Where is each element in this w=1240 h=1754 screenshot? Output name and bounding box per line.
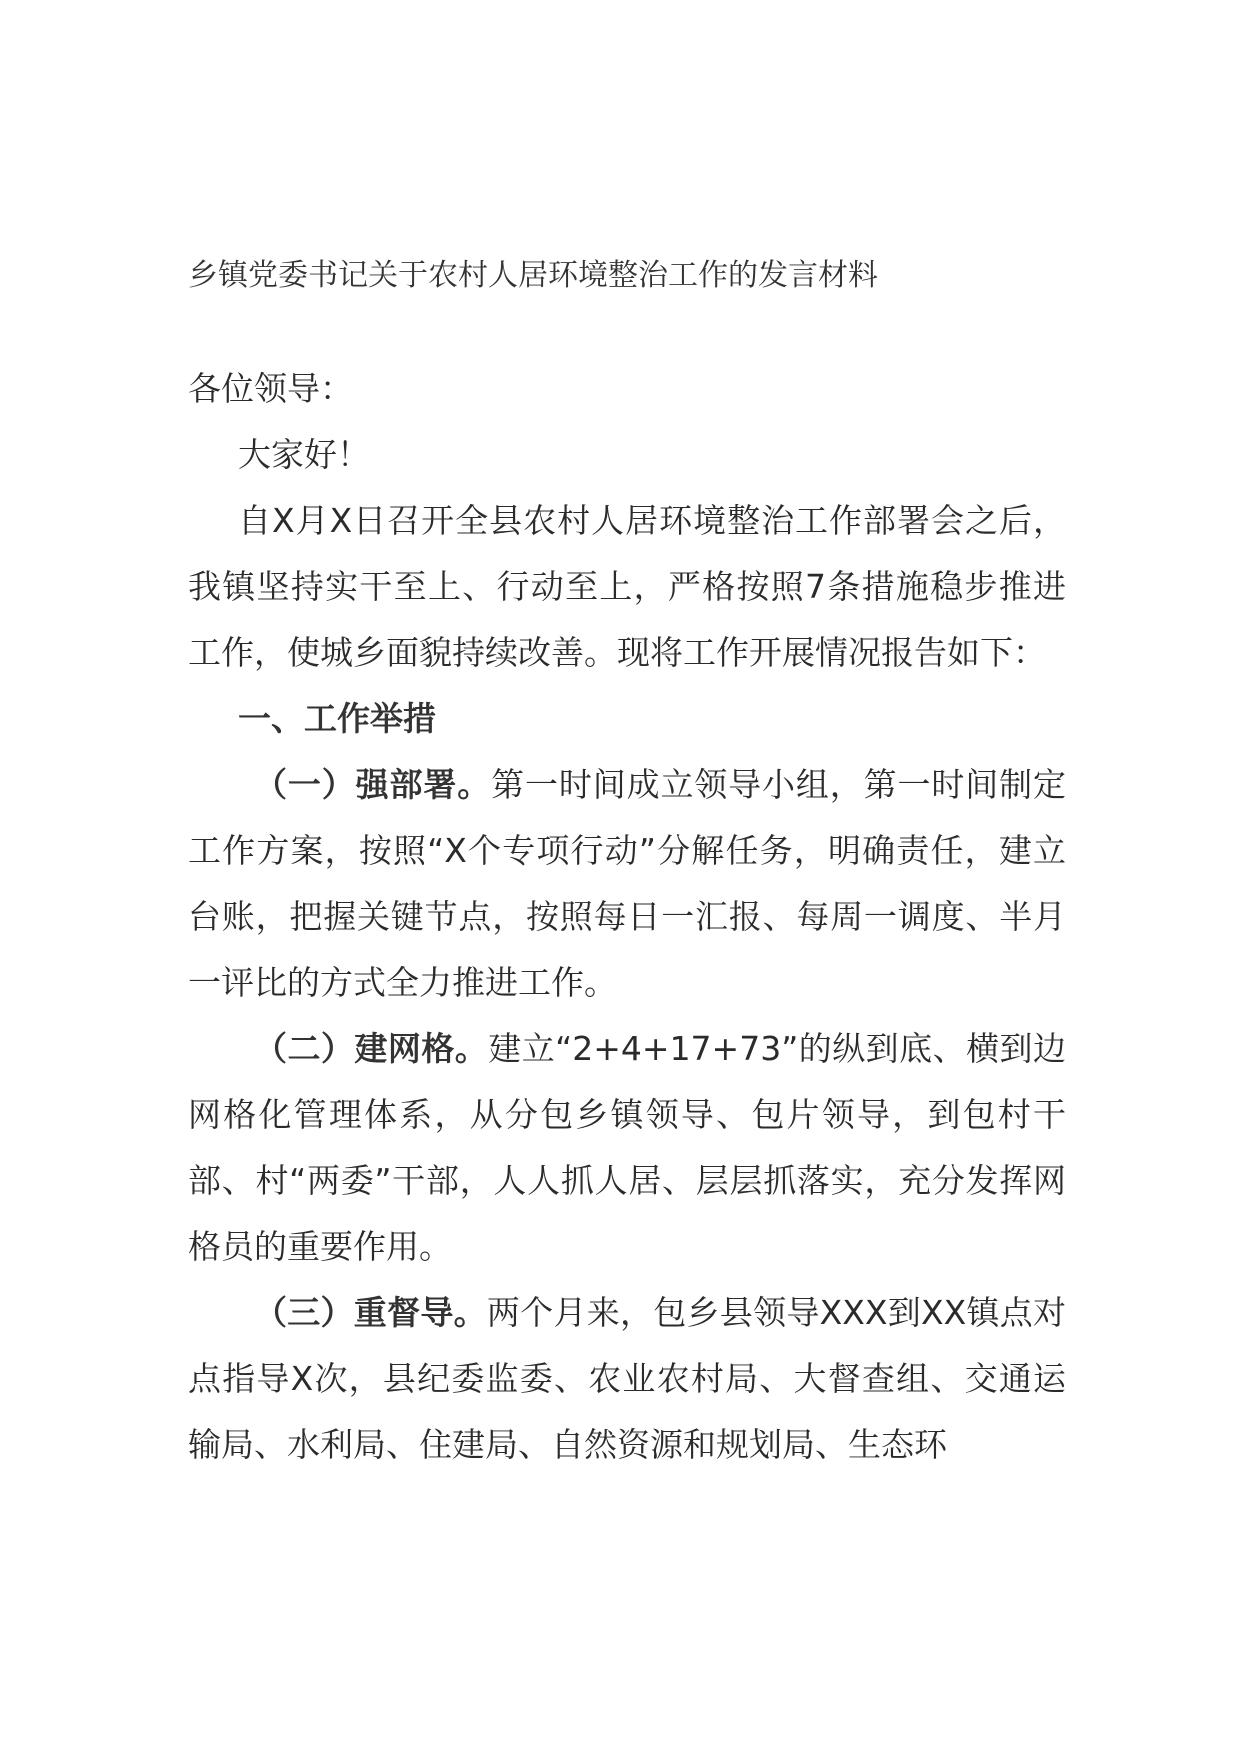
measure-paragraph-2: [188, 1016, 1066, 1280]
measure-label-3: （三）重督导。: [254, 1293, 487, 1332]
measure-paragraph-1: [188, 752, 1066, 1016]
document-body: [188, 356, 1066, 1478]
measure-text-3: 两个月来，包乡县领导XXX到XX镇点对点指导X次，县纪委监委、农业农村局、大督查组、交通运输局、水利局、住建局、自然资源和规划局、生态环: [188, 1293, 1066, 1464]
section-heading: 一、工作举措: [238, 699, 436, 738]
measure-label-1: （一）强部署。: [254, 765, 492, 804]
greeting: 大家好！: [238, 435, 370, 474]
intro-paragraph: 自X月X日召开全县农村人居环境整治工作部署会之后，我镇坚持实干至上、行动至上，严格按照7条措施稳步推进工作，使城乡面貌持续改善。现将工作开展情况报告如下：: [188, 501, 1066, 672]
document-title: 乡镇党委书记关于农村人居环境整治工作的发言材料: [188, 258, 878, 293]
measure-text-2: 建立“2+4+17+73”的纵到底、横到边网格化管理体系，从分包乡镇领导、包片领导，到包村干部、村“两委”干部，人人抓人居、层层抓落实，充分发挥网格员的重要作用。: [188, 1029, 1066, 1266]
salutation: 各位领导：: [188, 369, 353, 408]
measure-text-1: 第一时间成立领导小组，第一时间制定工作方案，按照“X个专项行动”分解任务，明确责任，建立台账，把握关键节点，按照每日一汇报、每周一调度、半月一评比的方式全力推进工作。: [188, 765, 1067, 1002]
measure-label-2: （二）建网格。: [254, 1029, 489, 1068]
measure-paragraph-3: [188, 1280, 1066, 1478]
